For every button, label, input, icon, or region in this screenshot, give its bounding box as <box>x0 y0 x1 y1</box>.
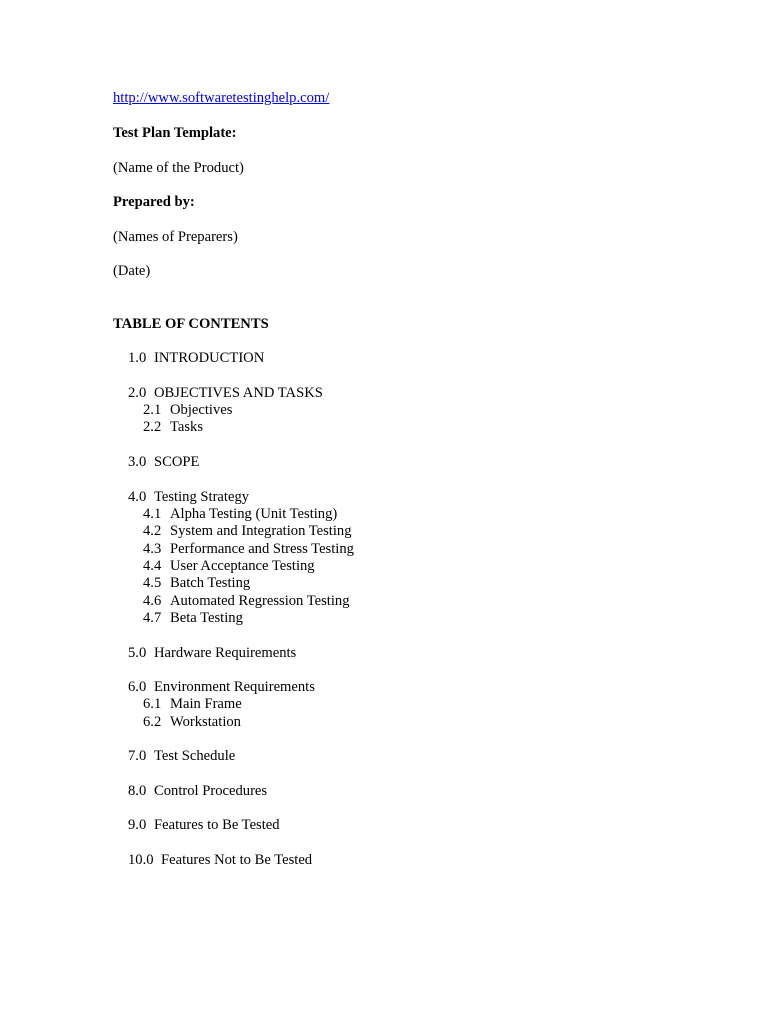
toc-number: 1.0 <box>128 350 147 366</box>
toc-item-2 <box>128 385 323 402</box>
toc-title: Workstation <box>170 714 241 730</box>
toc-item-4-5 <box>143 575 250 592</box>
toc-number: 4.0 <box>128 489 147 505</box>
toc-item-7 <box>128 748 235 765</box>
toc-title: System and Integration Testing <box>170 523 352 539</box>
toc-title: SCOPE <box>154 454 200 470</box>
toc-title: Objectives <box>170 402 233 418</box>
toc-number: 4.7 <box>143 610 162 626</box>
toc-item-10 <box>128 852 312 869</box>
toc-number: 6.1 <box>143 696 162 712</box>
toc-number: 2.2 <box>143 419 162 435</box>
toc-title: OBJECTIVES AND TASKS <box>154 385 323 401</box>
toc-item-4 <box>128 489 249 506</box>
preparers: (Names of Preparers) <box>113 229 238 245</box>
toc-number: 2.1 <box>143 402 162 418</box>
toc-item-2-1 <box>143 402 232 419</box>
toc-number: 3.0 <box>128 454 147 470</box>
toc-title: Control Procedures <box>154 783 268 799</box>
toc-title: Beta Testing <box>170 610 243 626</box>
toc-item-1 <box>128 350 264 367</box>
toc-number: 2.0 <box>128 385 147 401</box>
toc-title: Features to Be Tested <box>154 817 280 833</box>
toc-item-5 <box>128 645 296 662</box>
toc-number: 4.3 <box>143 541 162 557</box>
toc-title: Performance and Stress Testing <box>170 541 354 557</box>
toc-item-4-4 <box>143 558 315 575</box>
toc-item-6-1 <box>143 696 242 713</box>
toc-item-8 <box>128 783 267 800</box>
toc-title: Automated Regression Testing <box>170 593 350 609</box>
template-label: Test Plan Template: <box>113 125 237 141</box>
toc-number: 10.0 <box>128 852 154 868</box>
toc-number: 9.0 <box>128 817 147 833</box>
prepared-by-label: Prepared by: <box>113 194 195 210</box>
toc-title: INTRODUCTION <box>154 350 265 366</box>
toc-number: 6.2 <box>143 714 162 730</box>
date: (Date) <box>113 263 151 279</box>
toc-title: Batch Testing <box>170 575 251 591</box>
product-name: (Name of the Product) <box>113 160 244 176</box>
toc-item-6 <box>128 679 315 696</box>
toc-title: Features Not to Be Tested <box>161 852 313 868</box>
toc-title: Alpha Testing (Unit Testing) <box>170 506 338 522</box>
toc-item-3 <box>128 454 199 471</box>
toc-title: Hardware Requirements <box>154 645 297 661</box>
toc-heading: TABLE OF CONTENTS <box>113 316 269 332</box>
toc-item-4-6 <box>143 593 350 610</box>
toc-item-9 <box>128 817 280 834</box>
toc-item-4-1 <box>143 506 337 523</box>
website-link[interactable]: http://www.softwaretestinghelp.com/ <box>113 90 330 106</box>
toc-number: 5.0 <box>128 645 147 661</box>
toc-title: Test Schedule <box>154 748 236 764</box>
toc-number: 8.0 <box>128 783 147 799</box>
toc-item-4-7 <box>143 610 243 627</box>
toc-number: 6.0 <box>128 679 147 695</box>
toc-number: 4.2 <box>143 523 162 539</box>
toc-title: Environment Requirements <box>154 679 315 695</box>
toc-number: 4.5 <box>143 575 162 591</box>
toc-item-4-3 <box>143 541 354 558</box>
toc-item-2-2 <box>143 419 203 436</box>
toc-number: 7.0 <box>128 748 147 764</box>
toc-title: User Acceptance Testing <box>170 558 315 574</box>
toc-title: Main Frame <box>170 696 242 712</box>
toc-number: 4.1 <box>143 506 162 522</box>
toc-item-6-2 <box>143 714 241 731</box>
toc-number: 4.6 <box>143 593 162 609</box>
toc-title: Tasks <box>170 419 204 435</box>
toc-item-4-2 <box>143 523 352 540</box>
toc-title: Testing Strategy <box>154 489 250 505</box>
toc-number: 4.4 <box>143 558 162 574</box>
